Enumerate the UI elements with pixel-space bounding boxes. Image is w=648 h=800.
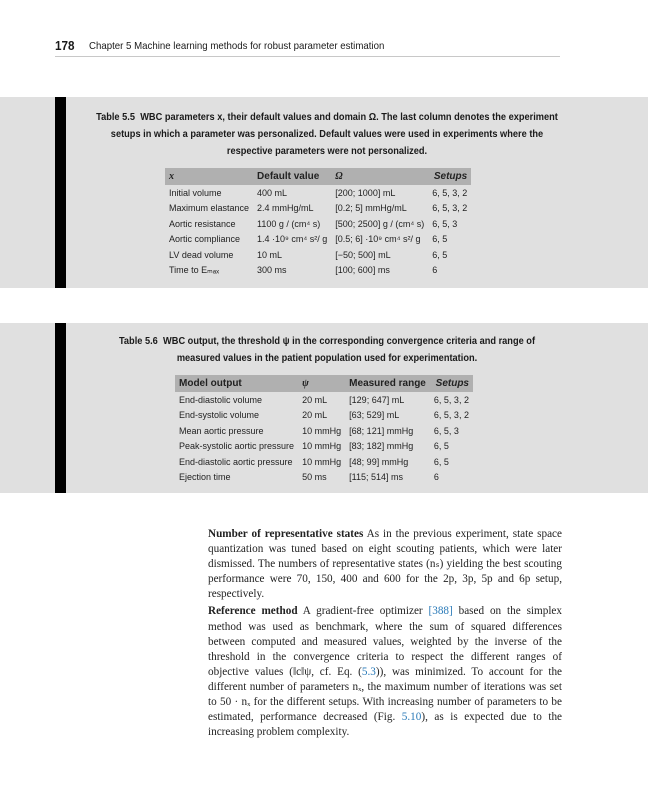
table-cell: Ejection time <box>179 472 231 483</box>
table-row <box>165 185 471 201</box>
table-cell: [48; 99] mmHg <box>349 456 409 467</box>
table-cell: 10 mmHg <box>302 456 342 467</box>
table-cell: 300 ms <box>257 265 287 276</box>
table-cell: 6, 5 <box>433 441 449 452</box>
table-cell: Aortic resistance <box>169 218 236 229</box>
paragraph <box>208 604 562 740</box>
table-5-6 <box>175 375 473 485</box>
table-cell: [200; 1000] mL <box>335 187 396 198</box>
table-cell: 6, 5, 3, 2 <box>432 203 468 214</box>
table-cell: 50 ms <box>302 472 327 483</box>
table-cell: 20 mL <box>302 410 328 421</box>
table-cell: 1100 g / (cm⁴ s) <box>257 218 321 229</box>
table-row <box>175 454 473 470</box>
table-cell: [68; 121] mmHg <box>349 425 414 436</box>
citation-link[interactable]: [388] <box>428 605 453 618</box>
caption-text: WBC output, the threshold ψ in the corresponding convergence criteria and range of measured values in the patient population used for experimentation. <box>163 335 536 364</box>
table-cell: Aortic compliance <box>169 234 241 245</box>
table-cell: [−50; 500] mL <box>335 249 391 260</box>
table-cell: 6, 5, 3, 2 <box>433 394 469 405</box>
table-cell: 6, 5, 3 <box>432 218 458 229</box>
chapter-title: Chapter 5 Machine learning methods for robust parameter estimation <box>89 40 385 52</box>
table-cell: Peak-systolic aortic pressure <box>179 441 295 452</box>
panel-bar <box>55 97 66 288</box>
paragraph-text: ), as is expected due to the increasing problem complexity. <box>208 711 563 739</box>
column-header: Setups <box>430 375 473 392</box>
panel-bar <box>55 323 66 493</box>
table-cell: 6, 5 <box>432 234 448 245</box>
table-row <box>175 408 473 424</box>
table-cell: [100; 600] ms <box>335 265 390 276</box>
column-header: Model output <box>175 375 298 392</box>
table-cell: 20 mL <box>302 394 328 405</box>
column-header: x <box>165 168 253 185</box>
caption-number: Table 5.6 <box>118 335 158 347</box>
column-header: ψ <box>298 375 345 392</box>
table-row <box>175 439 473 455</box>
table-cell: Initial volume <box>169 187 222 198</box>
paragraph-heading: Number of representative states <box>208 528 364 540</box>
paragraph-text: based on the simplex method was used as benchmark, where the sum of squared differences between computed and measured values, weighted by the inverse of the threshold in the convergence criteria to respect the different ranges of objective values (‖c‖ψ, cf. Eq. ( <box>208 605 562 678</box>
table-row <box>175 392 473 408</box>
figure-link[interactable]: 5.10 <box>401 711 422 724</box>
table-cell: 6, 5, 3 <box>433 425 459 436</box>
column-header: Ω <box>331 168 428 185</box>
table-cell: 6, 5, 3, 2 <box>432 187 468 198</box>
table-cell: [0.2; 5] mmHg/mL <box>335 203 407 214</box>
paragraph <box>208 527 562 602</box>
caption-number: Table 5.5 <box>96 111 135 123</box>
table-header-row <box>175 375 473 392</box>
table-cell: [115; 514] ms <box>349 472 404 483</box>
table-cell: 1.4 ·10⁹ cm⁴ s²/ g <box>257 234 328 245</box>
table-cell: 10 mL <box>257 249 283 260</box>
table-row <box>175 423 473 439</box>
table-cell: 400 mL <box>257 187 288 198</box>
table-cell: End-diastolic aortic pressure <box>179 456 293 467</box>
table-cell: 2.4 mmHg/mL <box>257 203 314 214</box>
table-row <box>165 263 471 279</box>
table-cell: 10 mmHg <box>302 441 342 452</box>
table-cell: [83; 182] mmHg <box>349 441 414 452</box>
table-cell: LV dead volume <box>169 249 234 260</box>
page-header <box>55 38 560 57</box>
table-cell: Mean aortic pressure <box>179 425 264 436</box>
body-text <box>208 527 562 740</box>
table-row <box>165 216 471 232</box>
paragraph-text: A gradient-free optimizer <box>297 605 429 618</box>
table-cell: [500; 2500] g / (cm⁴ s) <box>335 218 425 229</box>
table-cell: 6, 5 <box>432 249 448 260</box>
table-cell: 10 mmHg <box>302 425 342 436</box>
column-header: Setups <box>428 168 471 185</box>
paragraph-text: )), was minimized. To account for the different number of parameters nₓ, the maximum number of iterations was set to 50 · nₓ for the different setups. With increasing number of parameters to be estimated, performance decreased (Fig. <box>208 665 563 724</box>
table-cell: 6, 5, 3, 2 <box>433 410 469 421</box>
table-5-6-panel <box>0 323 648 493</box>
table-cell: 6 <box>432 265 438 276</box>
table-5-5-caption <box>94 109 560 160</box>
table-cell: 6, 5 <box>433 456 449 467</box>
equation-link[interactable]: 5.3 <box>361 665 376 678</box>
table-5-5-panel <box>0 97 648 288</box>
table-cell: [63; 529] mL <box>349 410 400 421</box>
table-cell: [0.5; 6] ·10⁹ cm⁴ s²/ g <box>335 234 421 245</box>
table-cell: 6 <box>433 472 439 483</box>
table-5-6-caption <box>103 333 552 367</box>
table-row <box>165 247 471 263</box>
table-row <box>165 232 471 248</box>
table-row <box>175 470 473 486</box>
caption-text: WBC parameters x, their default values and domain Ω. The last column denotes the experiment setups in which a parameter was personalized. Default values were used in experiments where the respective parameters were not personalized. <box>110 111 558 157</box>
table-header-row <box>165 168 471 185</box>
table-cell: End-diastolic volume <box>179 394 263 405</box>
table-5-5 <box>165 168 471 278</box>
paragraph-text: As in the previous experiment, state space quantization was tuned based on eight scouting patients, which were later dismissed. The numbers of representative states (nₛ) yielding the best scouting performance were 70, 150, 400 and 600 for the 2p, 3p, 5p and 6p setup, respectively. <box>208 528 562 601</box>
table-cell: [129; 647] mL <box>349 394 405 405</box>
table-cell: End-systolic volume <box>179 410 260 421</box>
table-cell: Maximum elastance <box>169 203 250 214</box>
column-header: Default value <box>253 168 331 185</box>
paragraph-heading: Reference method <box>208 605 298 618</box>
page-number: 178 <box>55 38 75 53</box>
table-row <box>165 201 471 217</box>
table-cell: Time to Eₘₐₓ <box>169 264 220 275</box>
column-header: Measured range <box>345 375 430 392</box>
